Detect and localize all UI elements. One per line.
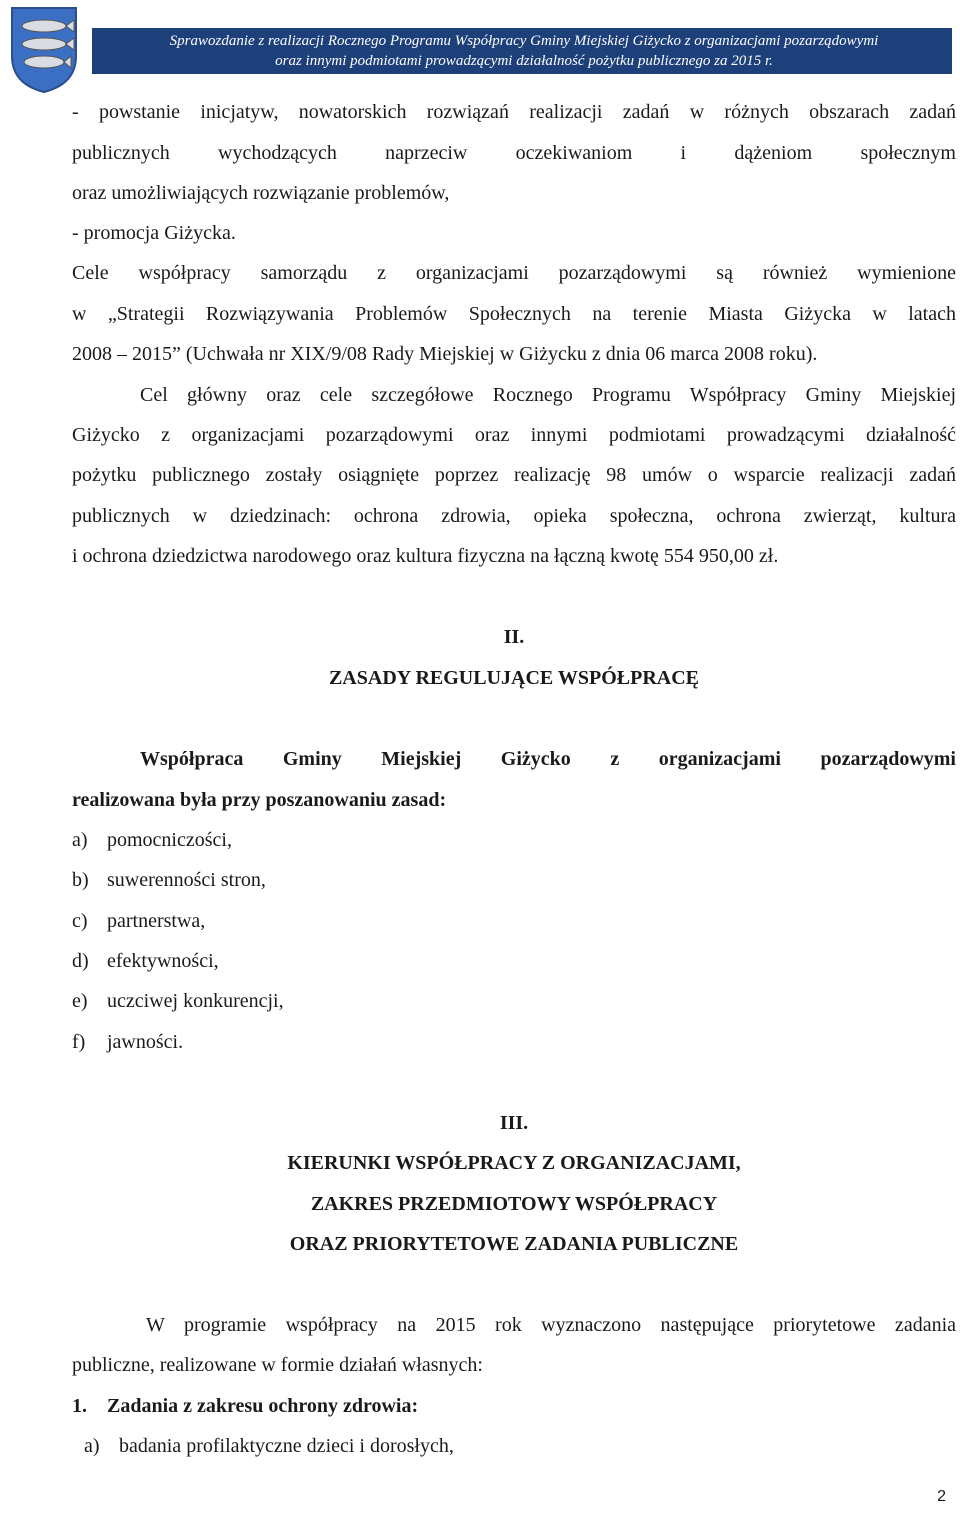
body-line: w „Strategii Rozwiązywania Problemów Społecznych na terenie Miasta Giżycka w latach [72, 303, 956, 325]
body-line: 2008 – 2015” (Uchwała nr XIX/9/08 Rady Miejskiej w Giżycku z dnia 06 marca 2008 roku). [72, 343, 818, 365]
section-title: KIERUNKI WSPÓŁPRACY Z ORGANIZACJAMI, [287, 1152, 741, 1174]
task-title: Zadania z zakresu ochrony zdrowia: [107, 1395, 419, 1417]
list-text: suwerenności stron, [107, 869, 266, 891]
list-marker: b) [72, 869, 89, 891]
list-text: badania profilaktyczne dzieci i dorosłych, [119, 1435, 454, 1457]
section-title: ORAZ PRIORYTETOWE ZADANIA PUBLICZNE [289, 1233, 739, 1255]
list-text: uczciwej konkurencji, [107, 990, 284, 1012]
section-lead: Współpraca Gminy Miejskiej Giżycko z organizacjami pozarządowymi [140, 748, 956, 770]
list-text: partnerstwa, [107, 910, 206, 932]
page-number: 2 [937, 1488, 946, 1505]
list-item [72, 949, 956, 973]
list-marker: a) [72, 829, 88, 851]
body-line: i ochrona dziedzictwa narodowego oraz kultura fizyczna na łączną kwotę 554 950,00 zł. [72, 545, 779, 567]
body-line: Cel główny oraz cele szczegółowe Rocznego Programu Współpracy Gminy Miejskiej [140, 384, 956, 406]
list-marker: a) [84, 1435, 100, 1457]
coat-of-arms-logo [8, 4, 80, 94]
body-line: W programie współpracy na 2015 rok wyznaczono następujące priorytetowe zadania [146, 1314, 956, 1336]
body-line: pożytku publicznego zostały osiągnięte poprzez realizację 98 umów o wsparcie realizacji zadań [72, 464, 956, 486]
section-lead: realizowana była przy poszanowaniu zasad: [72, 789, 447, 811]
list-item [72, 909, 956, 933]
list-text: efektywności, [107, 950, 219, 972]
section-number: II. [503, 626, 525, 648]
body-line: Cele współpracy samorządu z organizacjami pozarządowymi są również wymienione [72, 262, 956, 284]
list-text: pomocniczości, [107, 829, 232, 851]
body-line: Giżycko z organizacjami pozarządowymi oraz innymi podmiotami prowadzącymi działalność [72, 424, 956, 446]
list-item [72, 828, 956, 852]
fish-icon [8, 4, 80, 94]
list-item [72, 868, 956, 892]
header-line-1: Sprawozdanie z realizacji Rocznego Programu Współpracy Gminy Miejskiej Giżycko z organizacjami pozarządowymi [169, 33, 879, 49]
task-number: 1. [72, 1395, 87, 1417]
body-line: oraz umożliwiających rozwiązanie problemów, [72, 182, 450, 204]
header-line-2: oraz innymi podmiotami prowadzącymi działalność pożytku publicznego za 2015 r. [275, 53, 773, 69]
section-number: III. [499, 1112, 529, 1134]
body-line: - powstanie inicjatyw, nowatorskich rozwiązań realizacji zadań w różnych obszarach zadań [72, 101, 956, 123]
list-item [72, 989, 956, 1013]
section-title: ZASADY REGULUJĄCE WSPÓŁPRACĘ [328, 667, 700, 689]
body-line: publicznych wychodzących naprzeciw oczekiwaniom i dążeniom społecznym [72, 142, 956, 164]
list-marker: c) [72, 910, 88, 932]
list-marker: d) [72, 950, 89, 972]
list-marker: e) [72, 990, 88, 1012]
document-header [100, 31, 948, 71]
body-line: publicznych w dziedzinach: ochrona zdrowia, opieka społeczna, ochrona zwierząt, kultura [72, 505, 956, 527]
list-item [72, 1030, 956, 1054]
body-line: - promocja Giżycka. [72, 222, 236, 244]
list-marker: f) [72, 1031, 86, 1053]
list-text: jawności. [107, 1031, 184, 1053]
task-heading [72, 1394, 956, 1418]
section-title: ZAKRES PRZEDMIOTOWY WSPÓŁPRACY [310, 1193, 718, 1215]
list-item [84, 1434, 960, 1458]
body-line: publiczne, realizowane w formie działań własnych: [72, 1354, 483, 1376]
